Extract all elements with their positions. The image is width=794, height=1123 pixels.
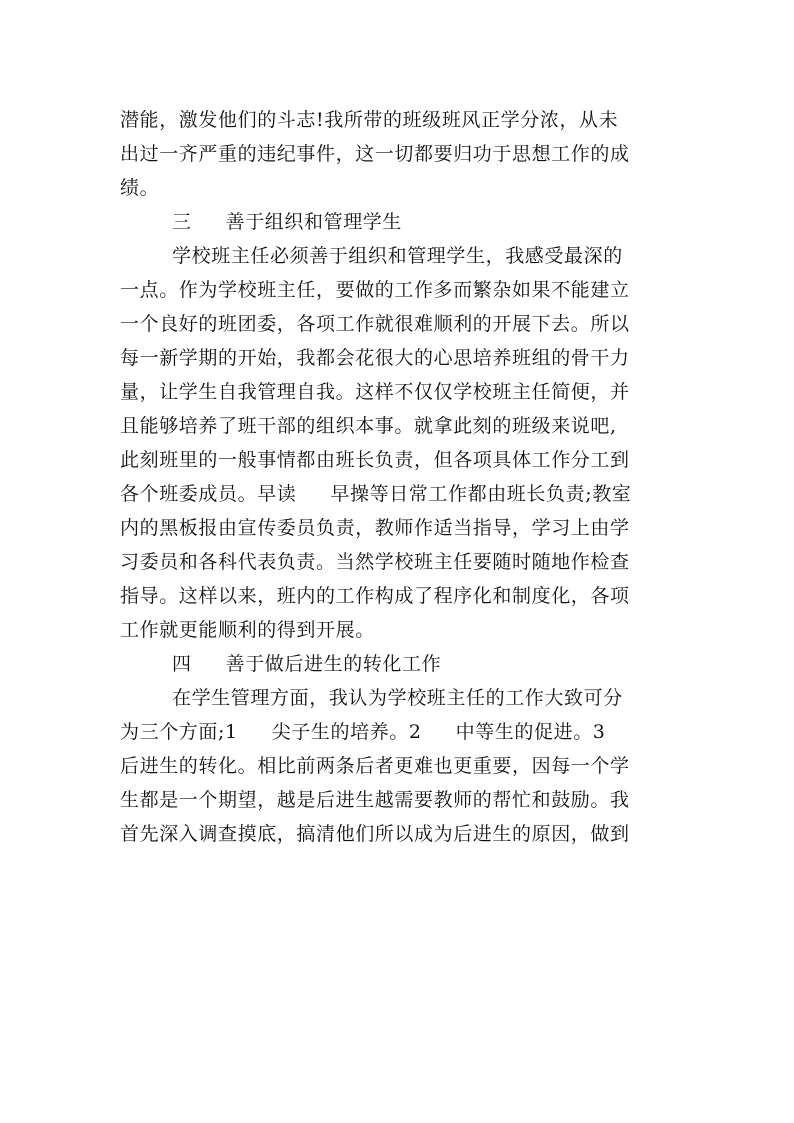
- paragraph-line: 内的黑板报由宣传委员负责，教师作适当指导，学习上由学: [120, 517, 630, 539]
- section-heading-3: [120, 205, 680, 239]
- section-title: 善于组织和管理学生: [225, 211, 403, 233]
- section-number: 三: [172, 211, 192, 233]
- section-title: 善于做后进生的转化工作: [225, 653, 442, 675]
- paragraph-line: 潜能，激发他们的斗志!我所带的班级班风正学分浓，从未: [120, 109, 619, 131]
- paragraph-line: 生都是一个期望，越是后进生越需要教师的帮忙和鼓励。我: [120, 789, 630, 811]
- paragraph-line: [120, 715, 680, 749]
- paragraph-line: 工作就更能顺利的得到开展。: [120, 619, 375, 641]
- paragraph-line: 出过一齐严重的违纪事件，这一切都要归功于思想工作的成: [120, 143, 630, 165]
- paragraph-line: 此刻班里的一般事情都由班长负责，但各项具体工作分工到: [120, 449, 630, 471]
- paragraph-line: 在学生管理方面，我认为学校班主任的工作大致可分: [172, 687, 623, 709]
- text-segment: 中等生的促进。3: [455, 721, 606, 743]
- section-heading-4: [120, 647, 680, 681]
- paragraph-line: 习委员和各科代表负责。当然学校班主任要随时随地作检查: [120, 551, 630, 573]
- section-number: 四: [172, 653, 192, 675]
- paragraph-line: 量，让学生自我管理自我。这样不仅仅学校班主任简便，并: [120, 381, 630, 403]
- paragraph-line: 后进生的转化。相比前两条后者更难也更重要，因每一个学: [120, 755, 630, 777]
- body-text: [120, 103, 680, 851]
- paragraph-line: [120, 477, 680, 511]
- paragraph-line: 且能够培养了班干部的组织本事。就拿此刻的班级来说吧,: [120, 415, 617, 437]
- paragraph-line: 首先深入调查摸底，搞清他们所以成为后进生的原因，做到: [120, 823, 630, 845]
- paragraph-line: 学校班主任必须善于组织和管理学生，我感受最深的: [172, 245, 623, 267]
- text-segment: 尖子生的培养。2: [271, 721, 422, 743]
- paragraph-line: 指导。这样以来，班内的工作构成了程序化和制度化，各项: [120, 585, 630, 607]
- text-segment: 早操等日常工作都由班长负责;教室: [330, 483, 632, 505]
- text-segment: 为三个方面;1: [120, 721, 238, 743]
- text-segment: 各个班委成员。早读: [120, 483, 297, 505]
- paragraph-line: 一个良好的班团委，各项工作就很难顺利的开展下去。所以: [120, 313, 630, 335]
- paragraph-line: 绩。: [120, 177, 160, 199]
- paragraph-line: 一点。作为学校班主任，要做的工作多而繁杂如果不能建立: [120, 279, 630, 301]
- paragraph-line: 每一新学期的开始，我都会花很大的心思培养班组的骨干力: [120, 347, 630, 369]
